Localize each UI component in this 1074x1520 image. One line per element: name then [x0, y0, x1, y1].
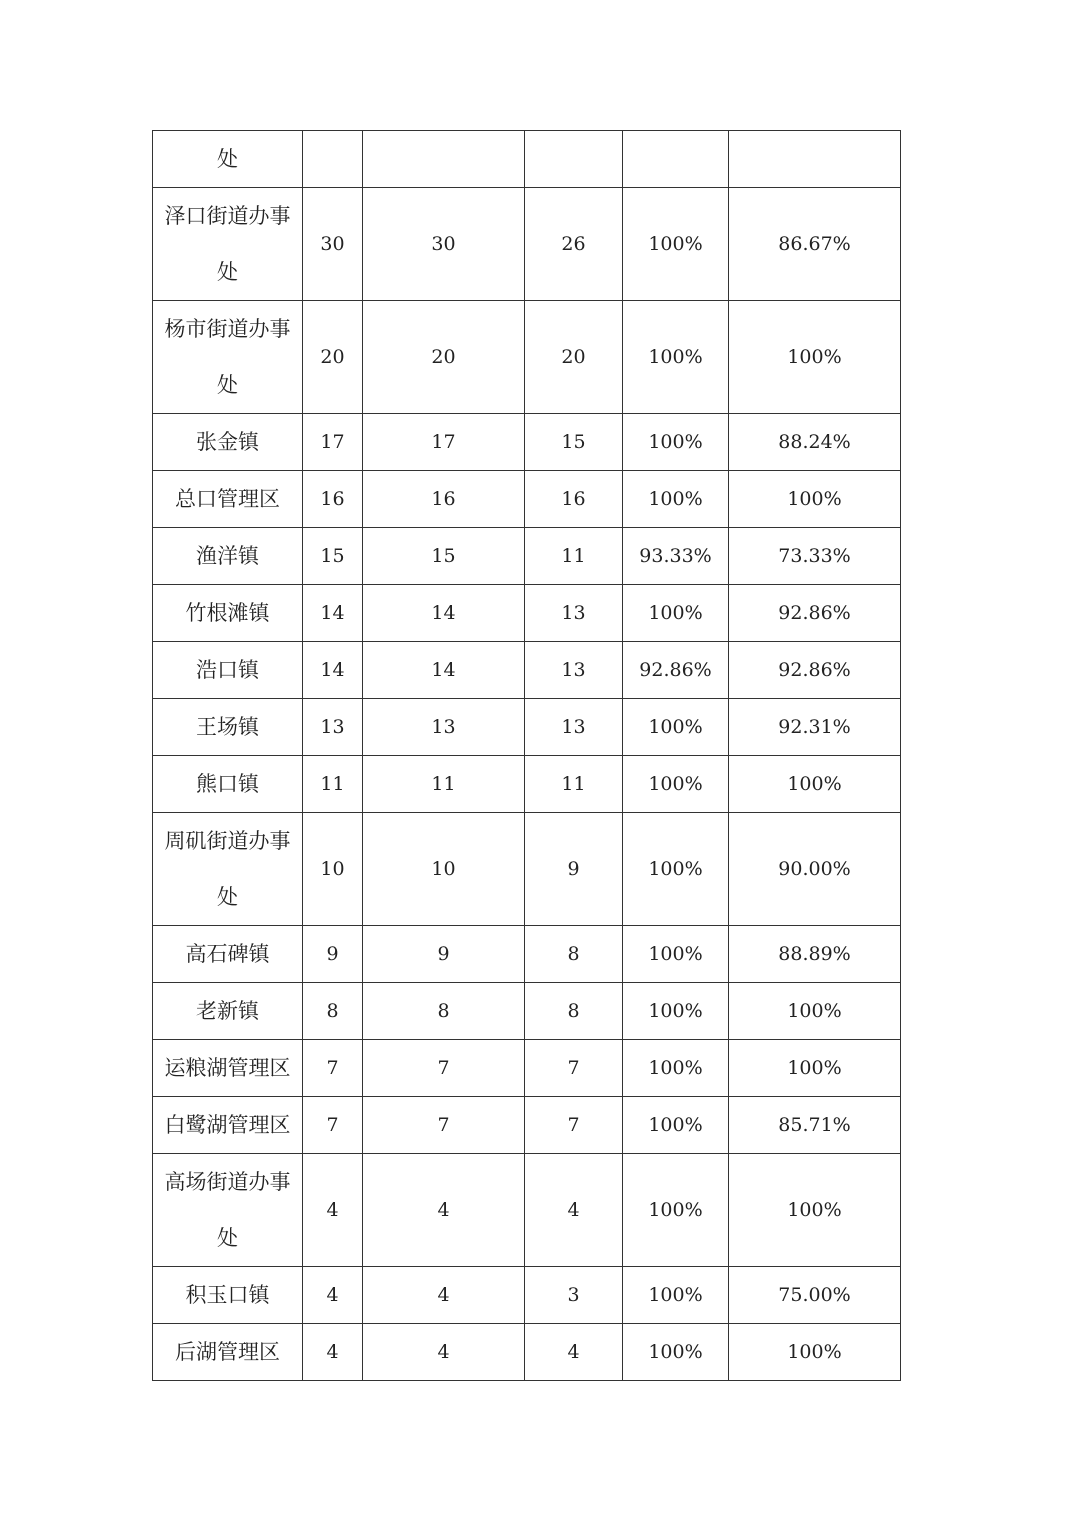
- table-row: [153, 471, 901, 528]
- rate-cell-2: 100%: [729, 983, 901, 1040]
- count-cell-1: 15: [303, 528, 363, 585]
- rate-cell-2: 100%: [729, 1324, 901, 1381]
- count-cell-2: 10: [363, 813, 525, 926]
- count-cell-3: 7: [525, 1097, 623, 1154]
- rate-cell-1: 100%: [623, 699, 729, 756]
- count-cell-1: 9: [303, 926, 363, 983]
- region-name-cell: 熊口镇: [153, 756, 303, 813]
- rate-cell-1: 100%: [623, 301, 729, 414]
- table-row: [153, 528, 901, 585]
- count-cell-1: 7: [303, 1040, 363, 1097]
- count-cell-1: 4: [303, 1267, 363, 1324]
- region-name-cell: 高场街道办事处: [153, 1154, 303, 1267]
- rate-cell-2: 100%: [729, 1040, 901, 1097]
- count-cell-3: 26: [525, 188, 623, 301]
- count-cell-3: 15: [525, 414, 623, 471]
- region-name-cell: 运粮湖管理区: [153, 1040, 303, 1097]
- rate-cell-2: 88.89%: [729, 926, 901, 983]
- count-cell-3: 9: [525, 813, 623, 926]
- rate-cell-2: 92.86%: [729, 585, 901, 642]
- table-row: [153, 1154, 901, 1267]
- table-row: [153, 414, 901, 471]
- region-name-cell: 王场镇: [153, 699, 303, 756]
- table-row: [153, 642, 901, 699]
- region-name-cell: 白鹭湖管理区: [153, 1097, 303, 1154]
- count-cell-1: 17: [303, 414, 363, 471]
- count-cell-1: 20: [303, 301, 363, 414]
- rate-cell-1: [623, 131, 729, 188]
- rate-cell-2: 86.67%: [729, 188, 901, 301]
- count-cell-3: 16: [525, 471, 623, 528]
- table-body: [153, 131, 901, 1381]
- count-cell-1: 8: [303, 983, 363, 1040]
- count-cell-2: 17: [363, 414, 525, 471]
- rate-cell-1: 100%: [623, 188, 729, 301]
- count-cell-2: 4: [363, 1267, 525, 1324]
- count-cell-2: 7: [363, 1040, 525, 1097]
- region-name-cell: 竹根滩镇: [153, 585, 303, 642]
- region-name-cell: 张金镇: [153, 414, 303, 471]
- table-row: [153, 983, 901, 1040]
- region-name-cell: 周矶街道办事处: [153, 813, 303, 926]
- table-row: [153, 131, 901, 188]
- rate-cell-2: 92.86%: [729, 642, 901, 699]
- count-cell-3: 4: [525, 1324, 623, 1381]
- count-cell-3: 3: [525, 1267, 623, 1324]
- region-name-cell: 高石碑镇: [153, 926, 303, 983]
- count-cell-1: 4: [303, 1324, 363, 1381]
- rate-cell-2: 100%: [729, 301, 901, 414]
- count-cell-1: 30: [303, 188, 363, 301]
- count-cell-3: 4: [525, 1154, 623, 1267]
- table-row: [153, 1097, 901, 1154]
- table-row: [153, 1324, 901, 1381]
- count-cell-2: 13: [363, 699, 525, 756]
- count-cell-1: [303, 131, 363, 188]
- count-cell-2: 7: [363, 1097, 525, 1154]
- count-cell-3: 8: [525, 983, 623, 1040]
- rate-cell-1: 100%: [623, 471, 729, 528]
- count-cell-1: 4: [303, 1154, 363, 1267]
- rate-cell-2: 100%: [729, 471, 901, 528]
- count-cell-3: 13: [525, 642, 623, 699]
- count-cell-2: 14: [363, 642, 525, 699]
- table-row: [153, 1040, 901, 1097]
- table-row: [153, 926, 901, 983]
- region-name-cell: 浩口镇: [153, 642, 303, 699]
- rate-cell-1: 100%: [623, 813, 729, 926]
- count-cell-2: 16: [363, 471, 525, 528]
- rate-cell-1: 93.33%: [623, 528, 729, 585]
- region-name-cell: 泽口街道办事处: [153, 188, 303, 301]
- count-cell-3: [525, 131, 623, 188]
- table-row: [153, 813, 901, 926]
- count-cell-1: 7: [303, 1097, 363, 1154]
- count-cell-2: 14: [363, 585, 525, 642]
- region-name-cell: 总口管理区: [153, 471, 303, 528]
- region-name-cell: 老新镇: [153, 983, 303, 1040]
- count-cell-2: 4: [363, 1154, 525, 1267]
- rate-cell-1: 100%: [623, 926, 729, 983]
- table-row: [153, 585, 901, 642]
- region-name-cell: 积玉口镇: [153, 1267, 303, 1324]
- count-cell-2: 4: [363, 1324, 525, 1381]
- table-row: [153, 756, 901, 813]
- count-cell-3: 11: [525, 756, 623, 813]
- table-row: [153, 1267, 901, 1324]
- rate-cell-2: 75.00%: [729, 1267, 901, 1324]
- rate-cell-2: 85.71%: [729, 1097, 901, 1154]
- rate-cell-2: [729, 131, 901, 188]
- region-name-cell: 杨市街道办事处: [153, 301, 303, 414]
- table-row: [153, 301, 901, 414]
- count-cell-1: 14: [303, 585, 363, 642]
- count-cell-3: 20: [525, 301, 623, 414]
- count-cell-2: 11: [363, 756, 525, 813]
- count-cell-2: 30: [363, 188, 525, 301]
- table-row: [153, 699, 901, 756]
- rate-cell-1: 100%: [623, 1097, 729, 1154]
- rate-cell-1: 100%: [623, 1324, 729, 1381]
- region-name-cell: 处: [153, 131, 303, 188]
- statistics-table: [152, 130, 901, 1381]
- count-cell-3: 8: [525, 926, 623, 983]
- rate-cell-1: 92.86%: [623, 642, 729, 699]
- count-cell-1: 11: [303, 756, 363, 813]
- count-cell-2: 9: [363, 926, 525, 983]
- count-cell-2: [363, 131, 525, 188]
- count-cell-2: 15: [363, 528, 525, 585]
- count-cell-1: 14: [303, 642, 363, 699]
- count-cell-2: 8: [363, 983, 525, 1040]
- region-name-cell: 后湖管理区: [153, 1324, 303, 1381]
- rate-cell-2: 92.31%: [729, 699, 901, 756]
- rate-cell-1: 100%: [623, 1040, 729, 1097]
- rate-cell-2: 100%: [729, 756, 901, 813]
- count-cell-3: 11: [525, 528, 623, 585]
- rate-cell-1: 100%: [623, 1154, 729, 1267]
- count-cell-3: 7: [525, 1040, 623, 1097]
- count-cell-2: 20: [363, 301, 525, 414]
- count-cell-3: 13: [525, 585, 623, 642]
- rate-cell-2: 90.00%: [729, 813, 901, 926]
- rate-cell-1: 100%: [623, 414, 729, 471]
- count-cell-3: 13: [525, 699, 623, 756]
- count-cell-1: 10: [303, 813, 363, 926]
- rate-cell-1: 100%: [623, 756, 729, 813]
- rate-cell-1: 100%: [623, 585, 729, 642]
- region-name-cell: 渔洋镇: [153, 528, 303, 585]
- rate-cell-2: 100%: [729, 1154, 901, 1267]
- rate-cell-2: 88.24%: [729, 414, 901, 471]
- rate-cell-2: 73.33%: [729, 528, 901, 585]
- rate-cell-1: 100%: [623, 1267, 729, 1324]
- count-cell-1: 16: [303, 471, 363, 528]
- table-row: [153, 188, 901, 301]
- rate-cell-1: 100%: [623, 983, 729, 1040]
- count-cell-1: 13: [303, 699, 363, 756]
